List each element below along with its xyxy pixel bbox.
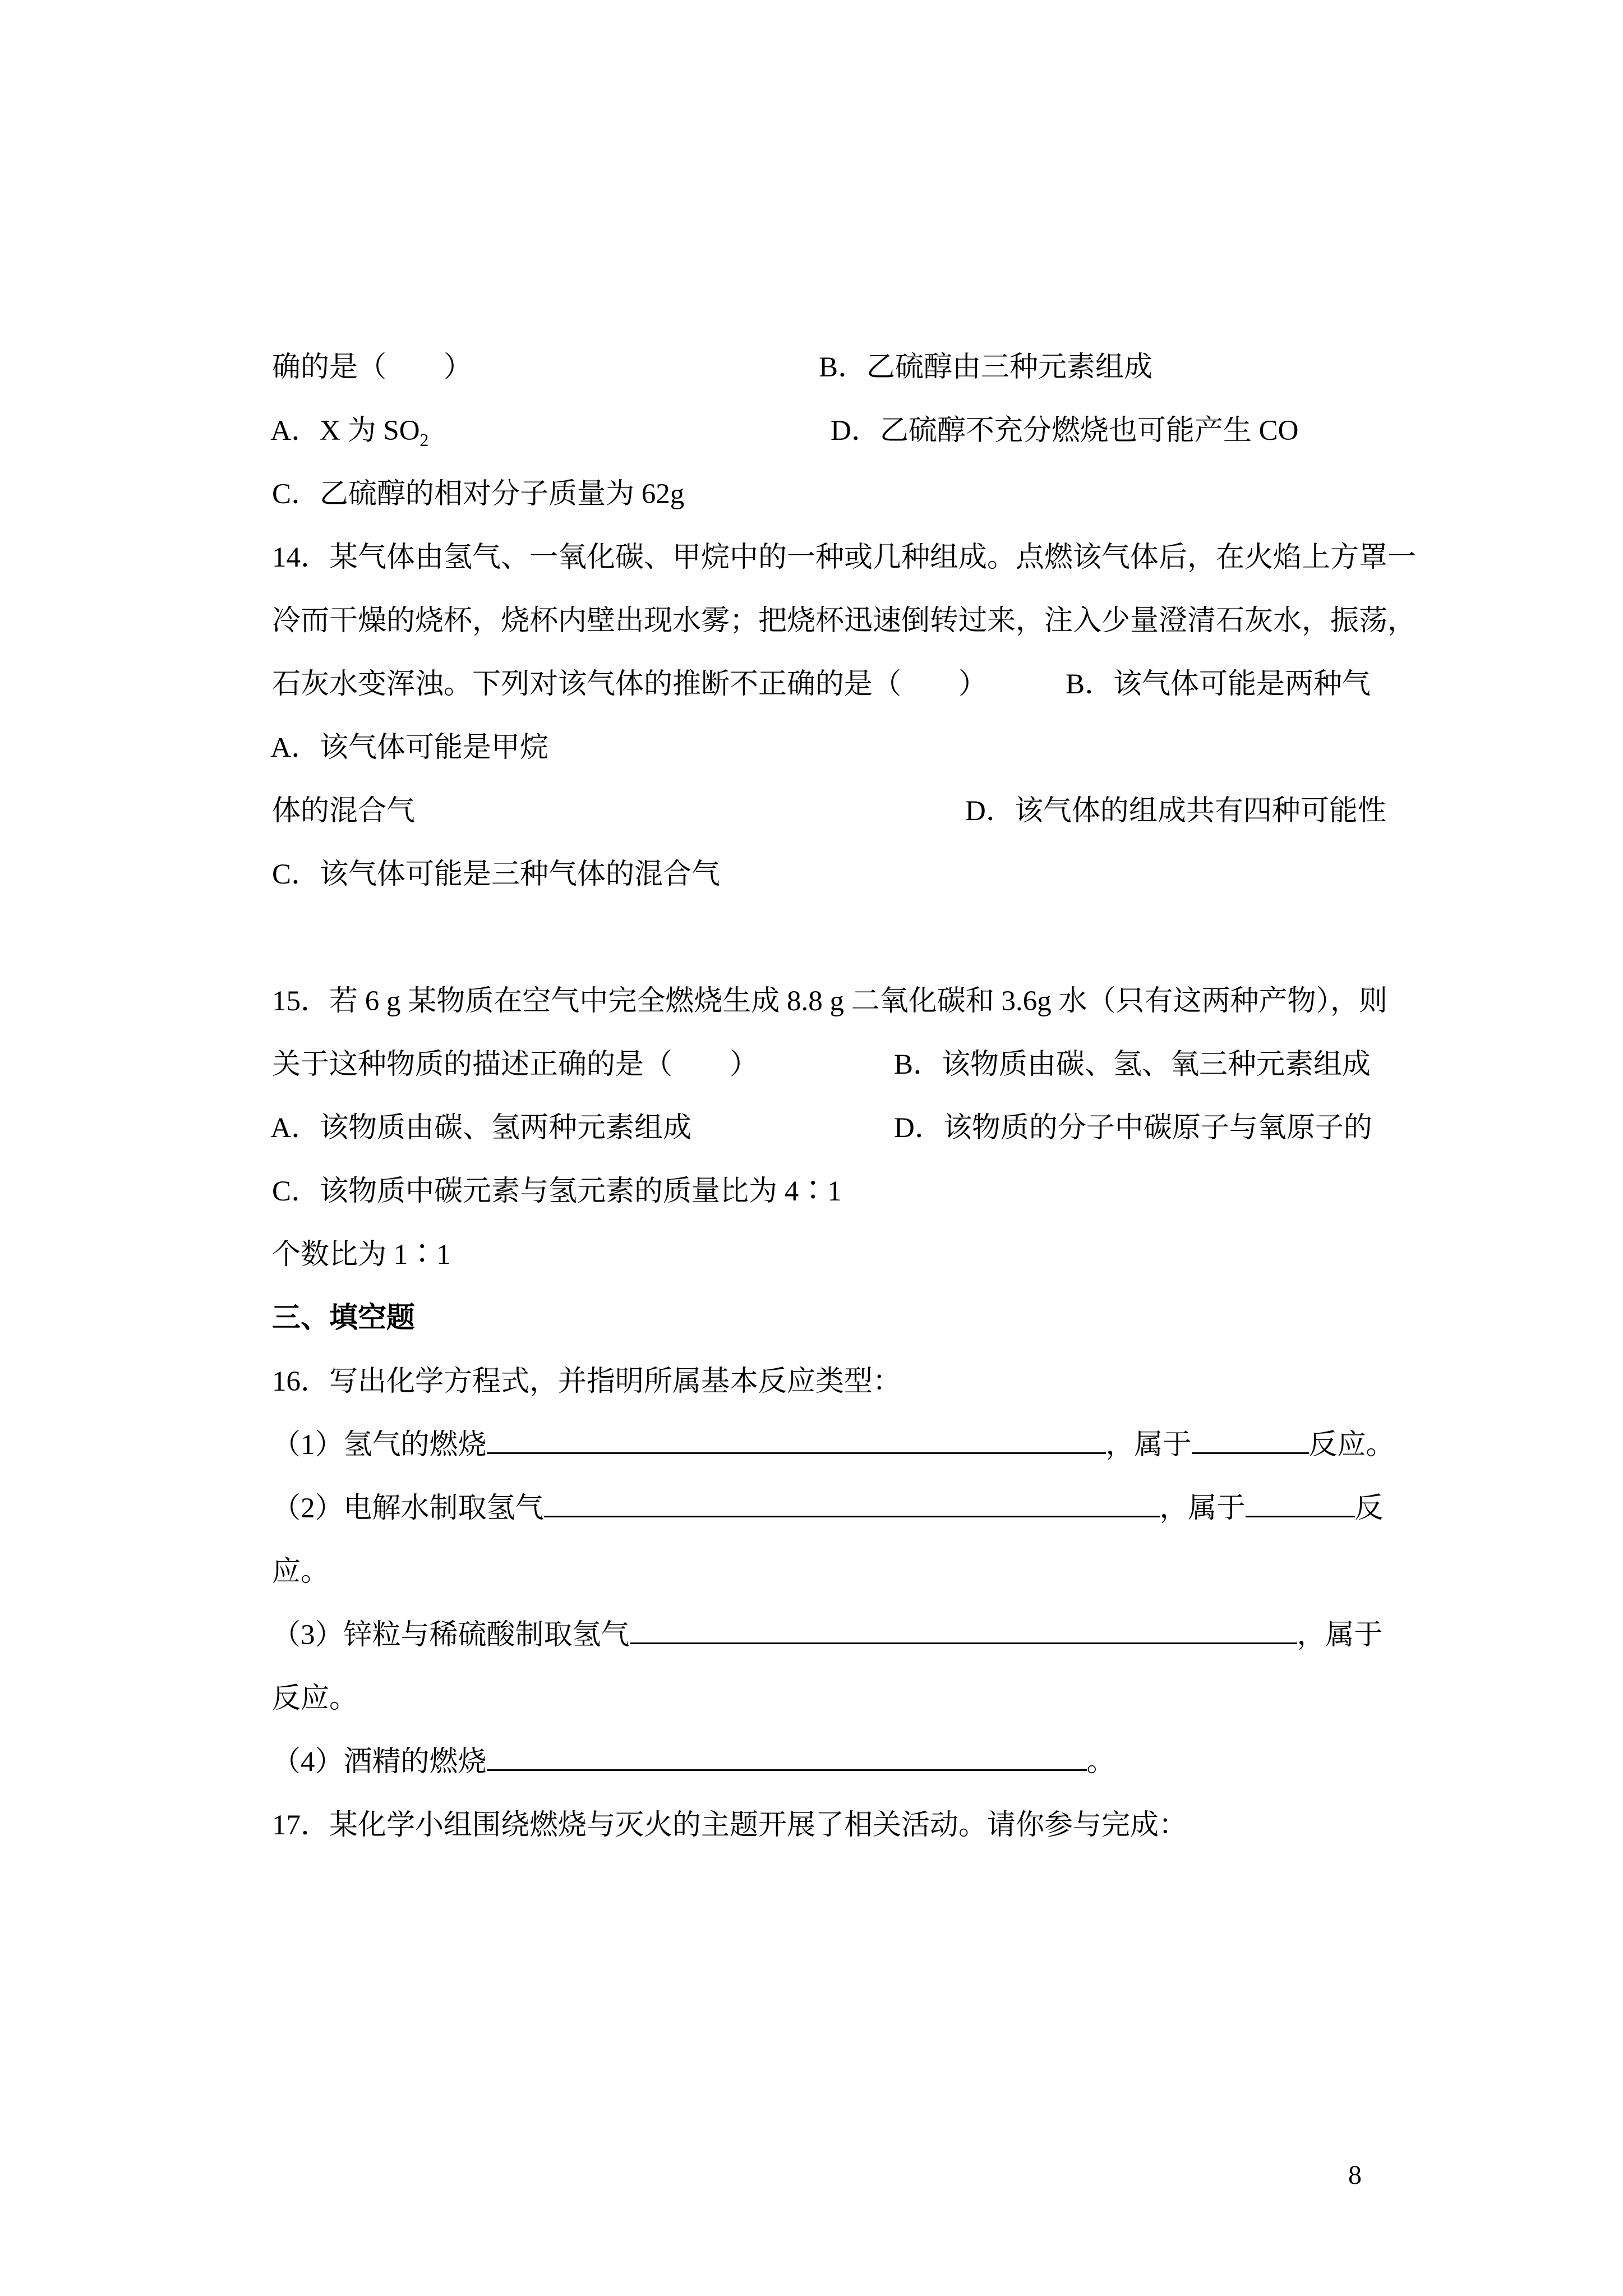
option-a: A．该气体可能是甲烷 bbox=[270, 732, 549, 763]
option-c: C．该物质中碳元素与氢元素的质量比为 4∶1 bbox=[272, 1176, 842, 1207]
option-b: B．乙硫醇由三种元素组成 bbox=[819, 352, 1153, 383]
q17-stem bbox=[243, 1731, 1380, 1841]
option-c: C．乙硫醇的相对分子质量为 62g bbox=[272, 478, 685, 510]
q15-options-cd bbox=[243, 1097, 1380, 1207]
option-c: C．该气体可能是三种气体的混合气 bbox=[272, 859, 721, 890]
q15-stem-line-1 bbox=[243, 907, 1388, 1017]
q16-item-4-prefix: （4）酒精的燃烧 bbox=[272, 1746, 487, 1778]
option-b: B．该物质由碳、氢、氧三种元素组成 bbox=[894, 1049, 1371, 1080]
q16-item-4 bbox=[243, 1667, 1380, 1778]
section-3-heading bbox=[243, 1223, 1380, 1334]
text-line: 石灰水变浑浊。下列对该气体的推断不正确的是（ ） bbox=[272, 669, 988, 700]
text-line: 冷而干燥的烧杯，烧杯内壁出现水雾；把烧杯迅速倒转过来，注入少量澄清石灰水，振荡， bbox=[272, 605, 1417, 637]
q16-item-1-end: 反应。 bbox=[1308, 1429, 1395, 1461]
q15-option-d-continuation bbox=[243, 1160, 1380, 1271]
q16-item-1-prefix: （1）氢气的燃烧 bbox=[272, 1429, 487, 1461]
q16-item-2-prefix: （2）电解水制取氢气 bbox=[272, 1493, 544, 1524]
q16-item-2-mid: ，属于 bbox=[1159, 1493, 1246, 1524]
q16-item-2 bbox=[243, 1414, 1384, 1524]
text-line: 关于这种物质的描述正确的是（ ） bbox=[272, 1049, 759, 1080]
option-d: D．该气体的组成共有四种可能性 bbox=[965, 795, 1386, 827]
text-line: 15．若 6 g 某物质在空气中完全燃烧生成 8.8 g 二氧化碳和 3.6g 水（只有这两种产物），则 bbox=[272, 986, 1388, 1017]
option-a-text: A．X 为 SO bbox=[270, 415, 420, 447]
text-line: 体的混合气 bbox=[272, 795, 416, 827]
document-body bbox=[243, 273, 1417, 1841]
blank-line bbox=[243, 843, 1380, 907]
q14-stem-line-1 bbox=[243, 463, 1417, 573]
option-d: D．乙硫醇不充分燃烧也可能产生 CO bbox=[831, 415, 1299, 447]
q14-stem-line-2 bbox=[243, 526, 1417, 637]
q16-item-1-mid: ，属于 bbox=[1105, 1429, 1192, 1461]
text-line: 14．某气体由氢气、一氧化碳、甲烷中的一种或几种组成。点燃该气体后，在火焰上方罩一 bbox=[272, 542, 1417, 573]
text-line: 确的是（ ） bbox=[272, 352, 473, 383]
page-number: 8 bbox=[1348, 2160, 1362, 2190]
q16-item-2-continuation bbox=[243, 1477, 1380, 1588]
q16-stem bbox=[243, 1287, 1380, 1397]
q14-options-ab bbox=[243, 653, 1380, 763]
q16-item-3-continuation bbox=[243, 1604, 1380, 1714]
option-d: D．该物质的分子中碳原子与氧原子的 bbox=[894, 1112, 1372, 1144]
q16-item-3-prefix: （3）锌粒与稀硫酸制取氢气 bbox=[272, 1619, 630, 1651]
q14-options-cd bbox=[243, 780, 1386, 890]
text-line: 应。 bbox=[272, 1556, 330, 1588]
q16-item-3-mid: ，属于 bbox=[1297, 1619, 1383, 1651]
q16-item-1 bbox=[243, 1350, 1395, 1461]
q16-item-4-end: 。 bbox=[1086, 1746, 1115, 1778]
option-b: B．该气体可能是两种气 bbox=[1066, 669, 1371, 700]
text-line: 17．某化学小组围绕燃烧与灭火的主题开展了相关活动。请你参与完成： bbox=[272, 1810, 1188, 1841]
text-line: 反应。 bbox=[272, 1683, 358, 1714]
text-line: 个数比为 1∶1 bbox=[272, 1239, 451, 1271]
text-line: 16．写出化学方程式，并指明所属基本反应类型： bbox=[272, 1366, 902, 1397]
section-heading-text: 三、填空题 bbox=[272, 1303, 416, 1334]
q16-item-2-end: 反 bbox=[1354, 1493, 1384, 1524]
subscript: 2 bbox=[419, 430, 429, 450]
option-a: A．该物质由碳、氢两种元素组成 bbox=[270, 1112, 692, 1144]
q13-options-cd bbox=[243, 399, 1380, 510]
q16-item-3 bbox=[243, 1540, 1383, 1651]
